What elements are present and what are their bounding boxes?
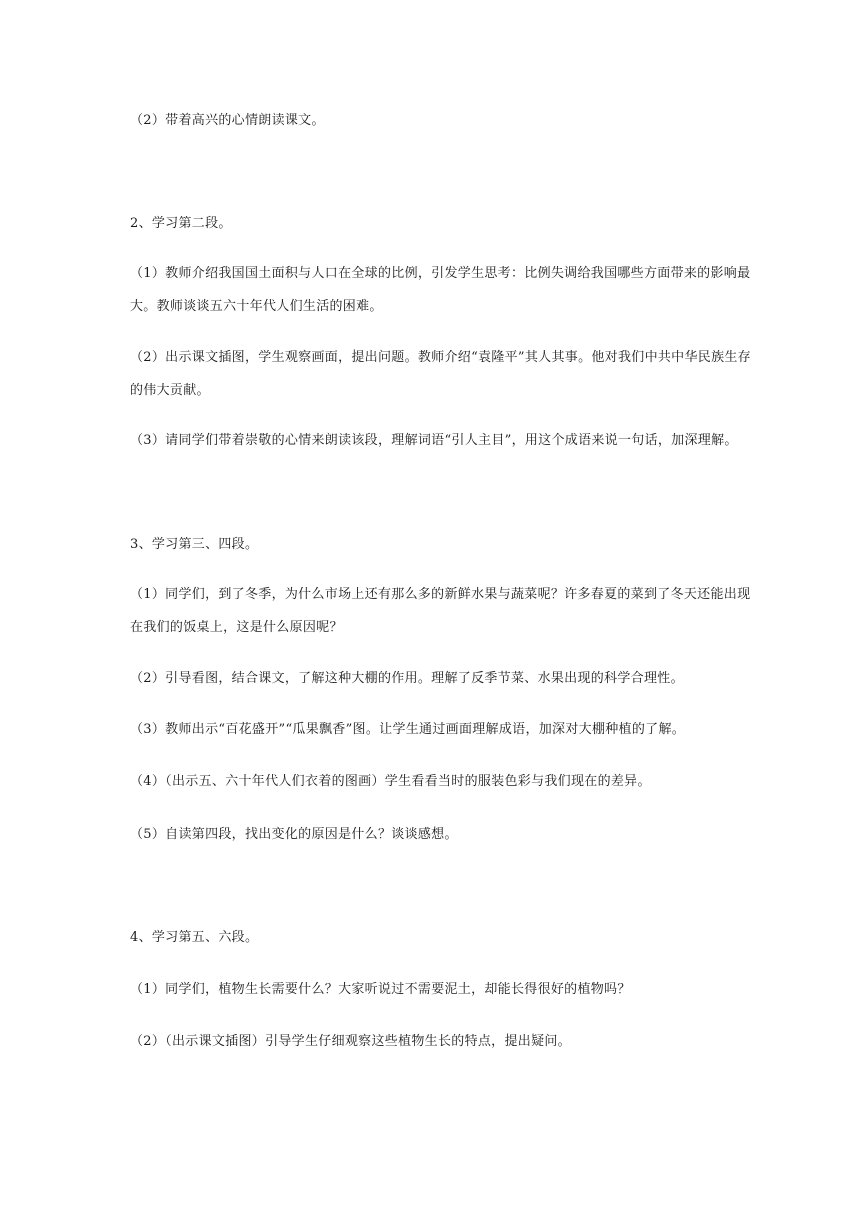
paragraph-line: （5）自读第四段，找出变化的原因是什么？谈谈感想。 <box>130 827 458 842</box>
paragraph-line: （3）请同学们带着崇敬的心情来朗读该段，理解词语“引人主目”，用这个成语来说一句话，加深理解。 <box>130 433 738 448</box>
item-read-happily: （2）带着高兴的心情朗读课文。 <box>130 113 325 128</box>
paragraph-line: （1）同学们，到了冬季，为什么市场上还有那么多的新鲜水果与蔬菜呢？许多春夏的菜到了冬天还能出现 <box>130 587 751 602</box>
paragraph-line: 在我们的饭桌上，这是什么原因呢？ <box>130 620 343 635</box>
paragraph-line: 的伟大贡献。 <box>130 383 210 398</box>
paragraph-line: （1）同学们，植物生长需要什么？大家听说过不需要泥土，却能长得很好的植物吗？ <box>130 982 631 997</box>
paragraph-line: （4）（出示五、六十年代人们衣着的图画）学生看看当时的服装色彩与我们现在的差异。 <box>130 774 651 789</box>
paragraph-line: 大。教师谈谈五六十年代人们生活的困难。 <box>130 299 383 314</box>
paragraph-line: （1）教师介绍我国国土面积与人口在全球的比例，引发学生思考：比例失调给我国哪些方面带来的影响最 <box>130 266 751 281</box>
section-heading-4: 4、学习第五、六段。 <box>130 930 259 945</box>
section-heading-2: 2、学习第二段。 <box>130 216 232 231</box>
paragraph-line: （2）出示课文插图，学生观察画面，提出问题。教师介绍“袁隆平”其人其事。他对我们中共中华民族生存 <box>130 350 751 365</box>
paragraph-line: （3）教师出示“百花盛开”“瓜果飘香”图。让学生通过画面理解成语，加深对大棚种植的了解。 <box>130 722 686 737</box>
paragraph-line: （2）引导看图，结合课文，了解这种大棚的作用。理解了反季节菜、水果出现的科学合理性。 <box>130 671 684 686</box>
paragraph-line: （2）（出示课文插图）引导学生仔细观察这些植物生长的特点，提出疑问。 <box>130 1034 571 1049</box>
section-heading-3: 3、学习第三、四段。 <box>130 537 259 552</box>
